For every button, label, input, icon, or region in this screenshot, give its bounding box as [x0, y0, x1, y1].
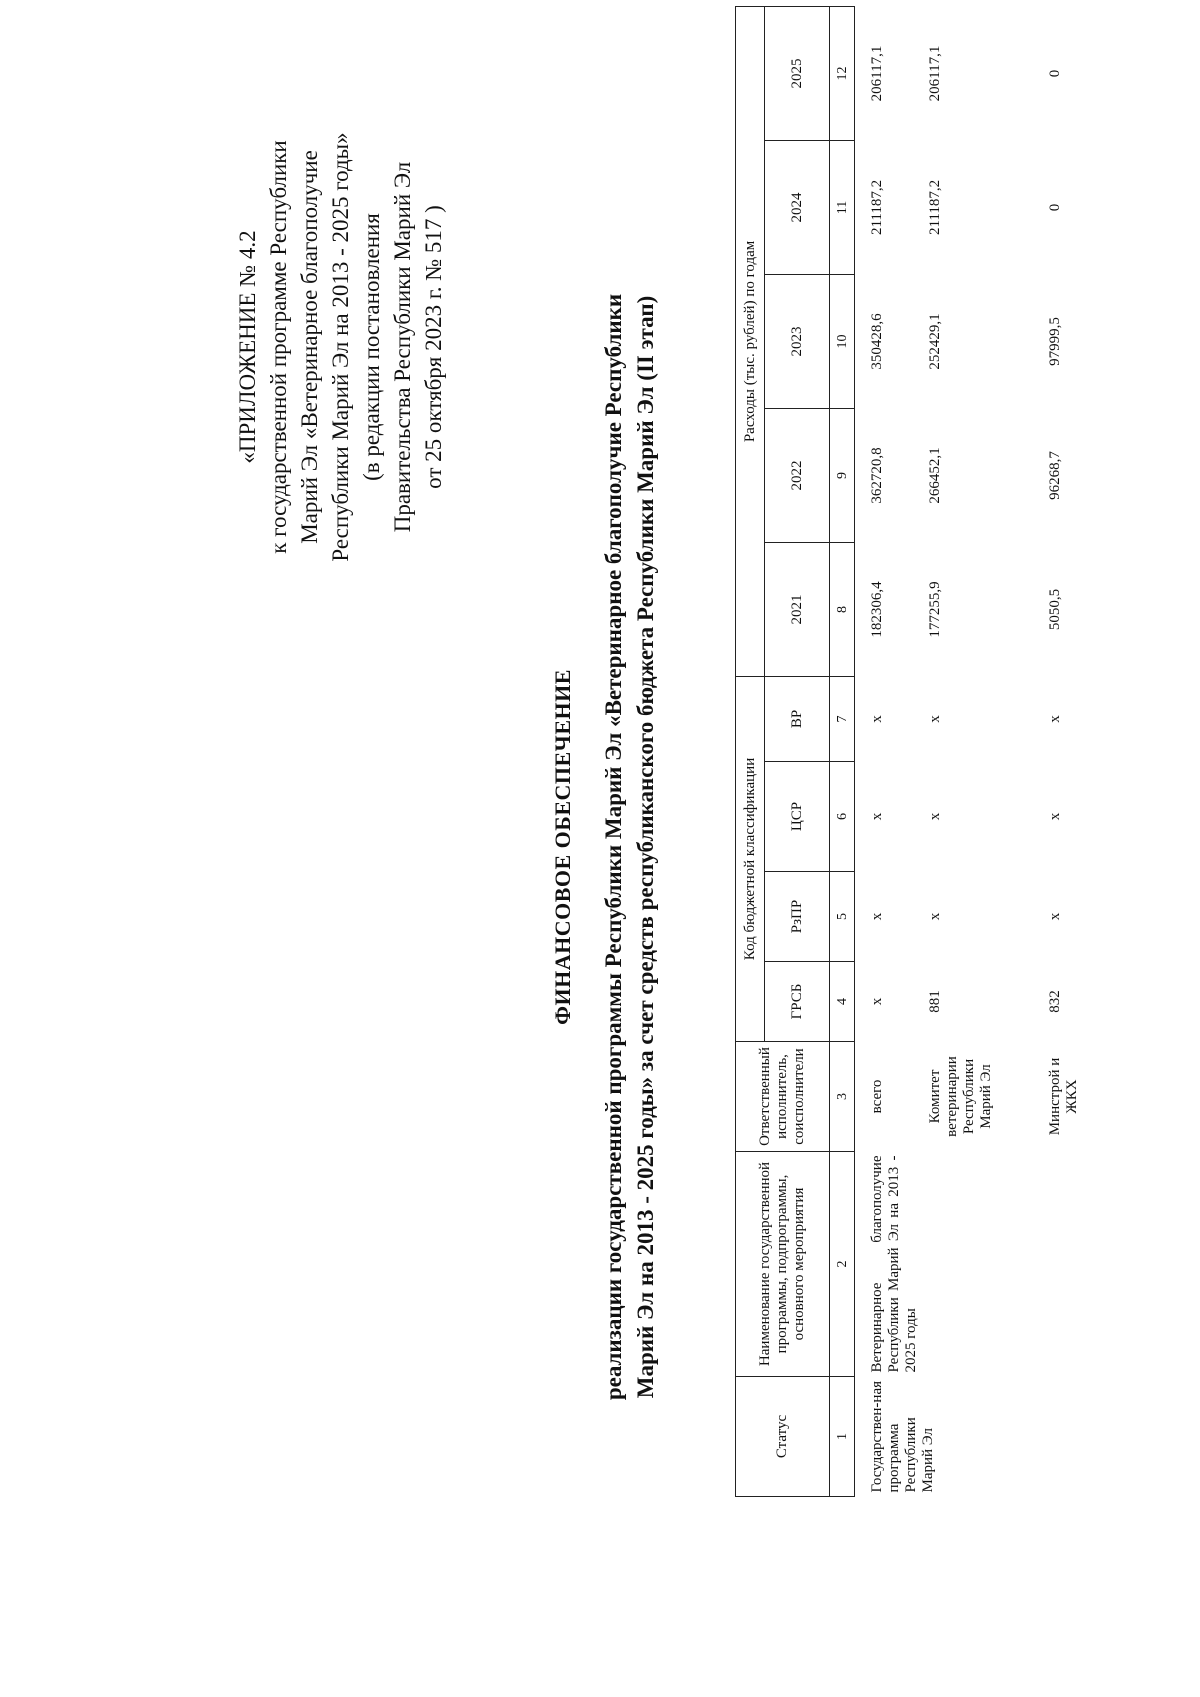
cell-2022: 266452,1: [927, 447, 943, 504]
appendix-line: к государственной программе Республики: [266, 140, 291, 554]
cell-2023: 350428,6: [869, 313, 885, 370]
table-row: [855, 6, 920, 1496]
cell-csr: х: [1047, 812, 1063, 821]
cell-2022: 96268,7: [1047, 451, 1063, 500]
header-year-2023: 2023: [765, 274, 830, 408]
cell-rzpr: х: [869, 912, 885, 921]
cell-2025: 206117,1: [927, 45, 943, 102]
cell-csr: х: [869, 812, 885, 821]
cell-rzpr: х: [927, 912, 943, 921]
cell-2025: 206117,1: [869, 45, 885, 102]
column-number: 2: [830, 1152, 855, 1377]
appendix-line: «ПРИЛОЖЕНИЕ № 4.2: [235, 230, 260, 464]
column-number: 12: [830, 6, 855, 140]
cell-vr: х: [869, 715, 885, 723]
cell-status: Государствен-ная программа Республики Марий Эл: [869, 1380, 936, 1493]
cell-2021: 177255,9: [927, 581, 943, 638]
header-budget-code: Код бюджетной классификации: [736, 676, 765, 1041]
cell-grsb: 881: [927, 990, 943, 1013]
column-number: 8: [830, 542, 855, 676]
header-year-2022: 2022: [765, 408, 830, 542]
cell-2024: 211187,2: [869, 179, 885, 236]
cell-2022: 362720,8: [869, 447, 885, 504]
cell-2024: 0: [1047, 203, 1063, 212]
column-number: 5: [830, 872, 855, 962]
cell-vr: х: [1047, 715, 1063, 723]
document-subtitle: [598, 127, 662, 1567]
column-number: 10: [830, 274, 855, 408]
cell-program-name: Ветеринарное благополучие Республики Марий Эл на 2013 - 2025 годы: [869, 1155, 919, 1373]
column-number: 7: [830, 676, 855, 761]
header-name: Наименование государственной программы, подпрограммы, основного мероприятия: [736, 1152, 830, 1377]
column-number: 3: [830, 1042, 855, 1152]
document-title: ФИНАНСОВОЕ ОБЕСПЕЧЕНИЕ: [550, 669, 575, 1025]
header-vr: ВР: [765, 676, 830, 761]
column-number: 1: [830, 1377, 855, 1497]
cell-2024: 211187,2: [927, 179, 943, 236]
header-status: Статус: [736, 1377, 830, 1497]
header-year-2025: 2025: [765, 6, 830, 140]
column-number: 11: [830, 140, 855, 274]
appendix-line: (в редакции постановления: [359, 213, 384, 481]
column-number: 4: [830, 962, 855, 1042]
cell-2021: 5050,5: [1047, 588, 1063, 631]
appendix-line: Марий Эл «Ветеринарное благополучие: [297, 150, 322, 544]
cell-vr: х: [927, 715, 943, 723]
cell-2023: 97999,5: [1047, 317, 1063, 366]
cell-grsb: х: [869, 997, 885, 1006]
column-number: 6: [830, 762, 855, 872]
header-year-2021: 2021: [765, 542, 830, 676]
cell-executor: Комитет ветеринарии Республики Марий Эл: [927, 1056, 994, 1137]
cell-csr: х: [927, 812, 943, 821]
header-csr: ЦСР: [765, 762, 830, 872]
appendix-line: Правительства Республики Марий Эл: [390, 161, 415, 533]
financing-table: [735, 6, 1097, 1497]
appendix-line: Республики Марий Эл на 2013 - 2025 годы»: [328, 132, 353, 562]
cell-2021: 182306,4: [869, 581, 885, 638]
header-executor: Ответственный исполнитель, соисполнители: [736, 1042, 830, 1152]
cell-rzpr: х: [1047, 912, 1063, 921]
subtitle-line-2: Марий Эл на 2013 - 2025 годы» за счет средств республиканского бюджета Республики Марий Эл (II этап): [633, 295, 658, 1399]
subtitle-line-1: реализации государственной программы Республики Марий Эл «Ветеринарное благополучие Республики: [601, 293, 626, 1401]
appendix-block: [232, 87, 449, 607]
cell-2025: 0: [1047, 69, 1063, 78]
appendix-line: от 25 октября 2023 г. № 517 ): [421, 205, 446, 489]
cell-grsb: 832: [1047, 990, 1063, 1013]
cell-2023: 252429,1: [927, 313, 943, 370]
header-year-2024: 2024: [765, 140, 830, 274]
header-rzpr: РзПР: [765, 872, 830, 962]
cell-executor: всего: [869, 1079, 885, 1114]
header-expenses: Расходы (тыс. рублей) по годам: [736, 6, 765, 676]
header-grsb: ГРСБ: [765, 962, 830, 1042]
column-number: 9: [830, 408, 855, 542]
cell-executor: Минстрой и ЖКХ: [1047, 1057, 1080, 1136]
